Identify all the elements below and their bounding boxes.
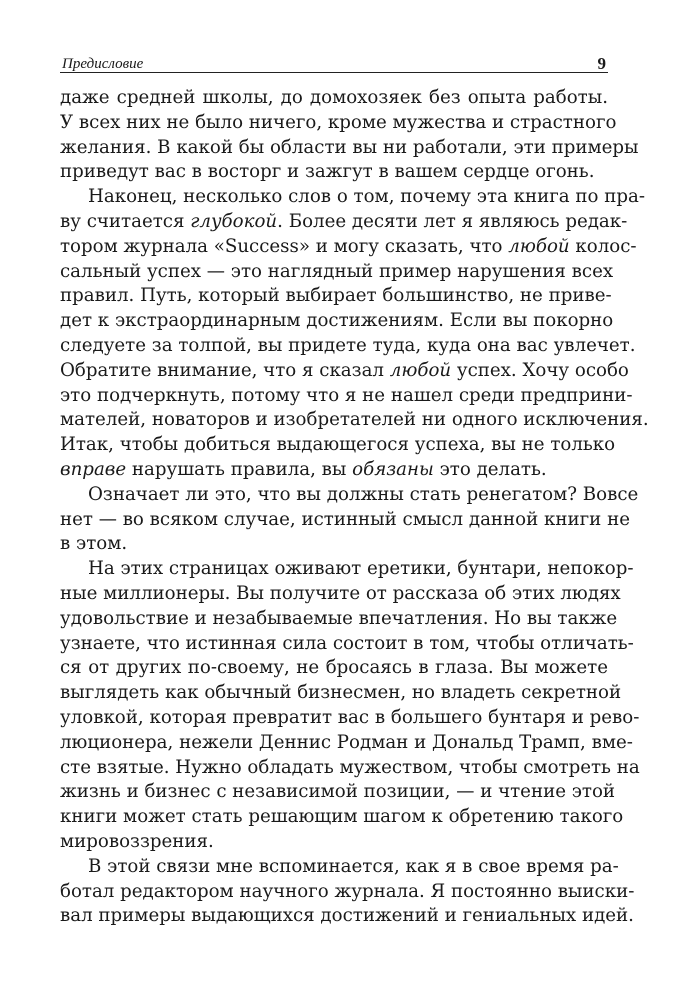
- paragraph: [60, 483, 639, 557]
- text-line: узнаете, что истинная сила состоит в том, чтобы отличать-: [60, 632, 634, 654]
- text-line: книги может стать решающим шагом к обретению такого: [60, 806, 624, 828]
- book-page: [60, 48, 649, 929]
- text-line: Наконец, несколько слов о том, почему эта книга по пра-: [88, 186, 646, 208]
- text-line: нет — во всяком случае, истинный смысл данной книги не: [60, 508, 630, 530]
- text-line: сте взятые. Нужно обладать мужеством, чтобы смотреть на: [60, 756, 640, 778]
- text-line: в этом.: [60, 533, 128, 555]
- text-line: дет к экстраординарным достижениям. Если вы покорно: [60, 310, 614, 332]
- paragraph: [60, 855, 635, 929]
- text-line: даже средней школы, до домохозяек без опыта работы.: [60, 87, 608, 108]
- text-line: Означает ли это, что вы должны стать ренегатом? Вовсе: [88, 483, 639, 505]
- text-line: следуете за толпой, вы придете туда, куда она вас увлечет.: [60, 334, 636, 356]
- text-line: Обратите внимание, что я сказал любой успех. Хочу особо: [60, 359, 629, 381]
- text-line: желания. В какой бы области вы ни работали, эти примеры: [60, 136, 639, 158]
- text-line: уловкой, которая превратит вас в большего бунтаря и рево-: [60, 706, 640, 728]
- text-line: вправе нарушать правила, вы обязаны это делать.: [60, 458, 547, 480]
- page-body: [60, 86, 649, 929]
- text-line: сальный успех — это наглядный пример нарушения всех: [60, 260, 614, 282]
- text-line: ся от других по-своему, не бросаясь в глаза. Вы можете: [60, 657, 608, 679]
- text-line: вал примеры выдающихся достижений и гениальных идей.: [60, 905, 634, 927]
- paragraph: [60, 557, 640, 855]
- section-title: Предисловие: [62, 56, 144, 72]
- text-line: выглядеть как обычный бизнесмен, но владеть секретной: [60, 682, 622, 704]
- text-line: ботал редактором научного журнала. Я постоянно выиски-: [60, 880, 635, 902]
- text-line: жизнь и бизнес с независимой позиции, — и чтение этой: [60, 781, 616, 803]
- text-line: люционера, нежели Деннис Родман и Дональд Трамп, вме-: [60, 731, 633, 753]
- paragraph: [60, 185, 649, 483]
- text-line: У всех них не было ничего, кроме мужества и страстного: [60, 111, 617, 133]
- text-line: На этих страницах оживают еретики, бунтари, непокор-: [88, 558, 634, 580]
- text-line: мировоззрения.: [60, 830, 214, 852]
- text-line: приведут вас в восторг и зажгут в вашем сердце огонь.: [60, 161, 595, 183]
- text-line: ные миллионеры. Вы получите от рассказа об этих людях: [60, 582, 621, 604]
- page-number: 9: [597, 54, 606, 73]
- text-line: тором журнала «Success» и могу сказать, что любой колос-: [60, 235, 637, 257]
- paragraph: [60, 86, 639, 185]
- text-line: Итак, чтобы добиться выдающегося успеха, вы не только: [60, 434, 616, 456]
- text-line: правил. Путь, который выбирает большинство, не приве-: [60, 285, 612, 307]
- text-line: удовольствие и незабываемые впечатления. Но вы также: [60, 607, 618, 629]
- text-line: это подчеркнуть, потому что я не нашел среди предприни-: [60, 384, 633, 406]
- text-line: В этой связи мне вспоминается, как я в свое время ра-: [88, 855, 619, 877]
- running-head: [60, 48, 608, 73]
- text-line: ву считается глубокой. Более десяти лет я являюсь редак-: [60, 210, 628, 232]
- text-line: мателей, новаторов и изобретателей ни одного исключения.: [60, 409, 649, 431]
